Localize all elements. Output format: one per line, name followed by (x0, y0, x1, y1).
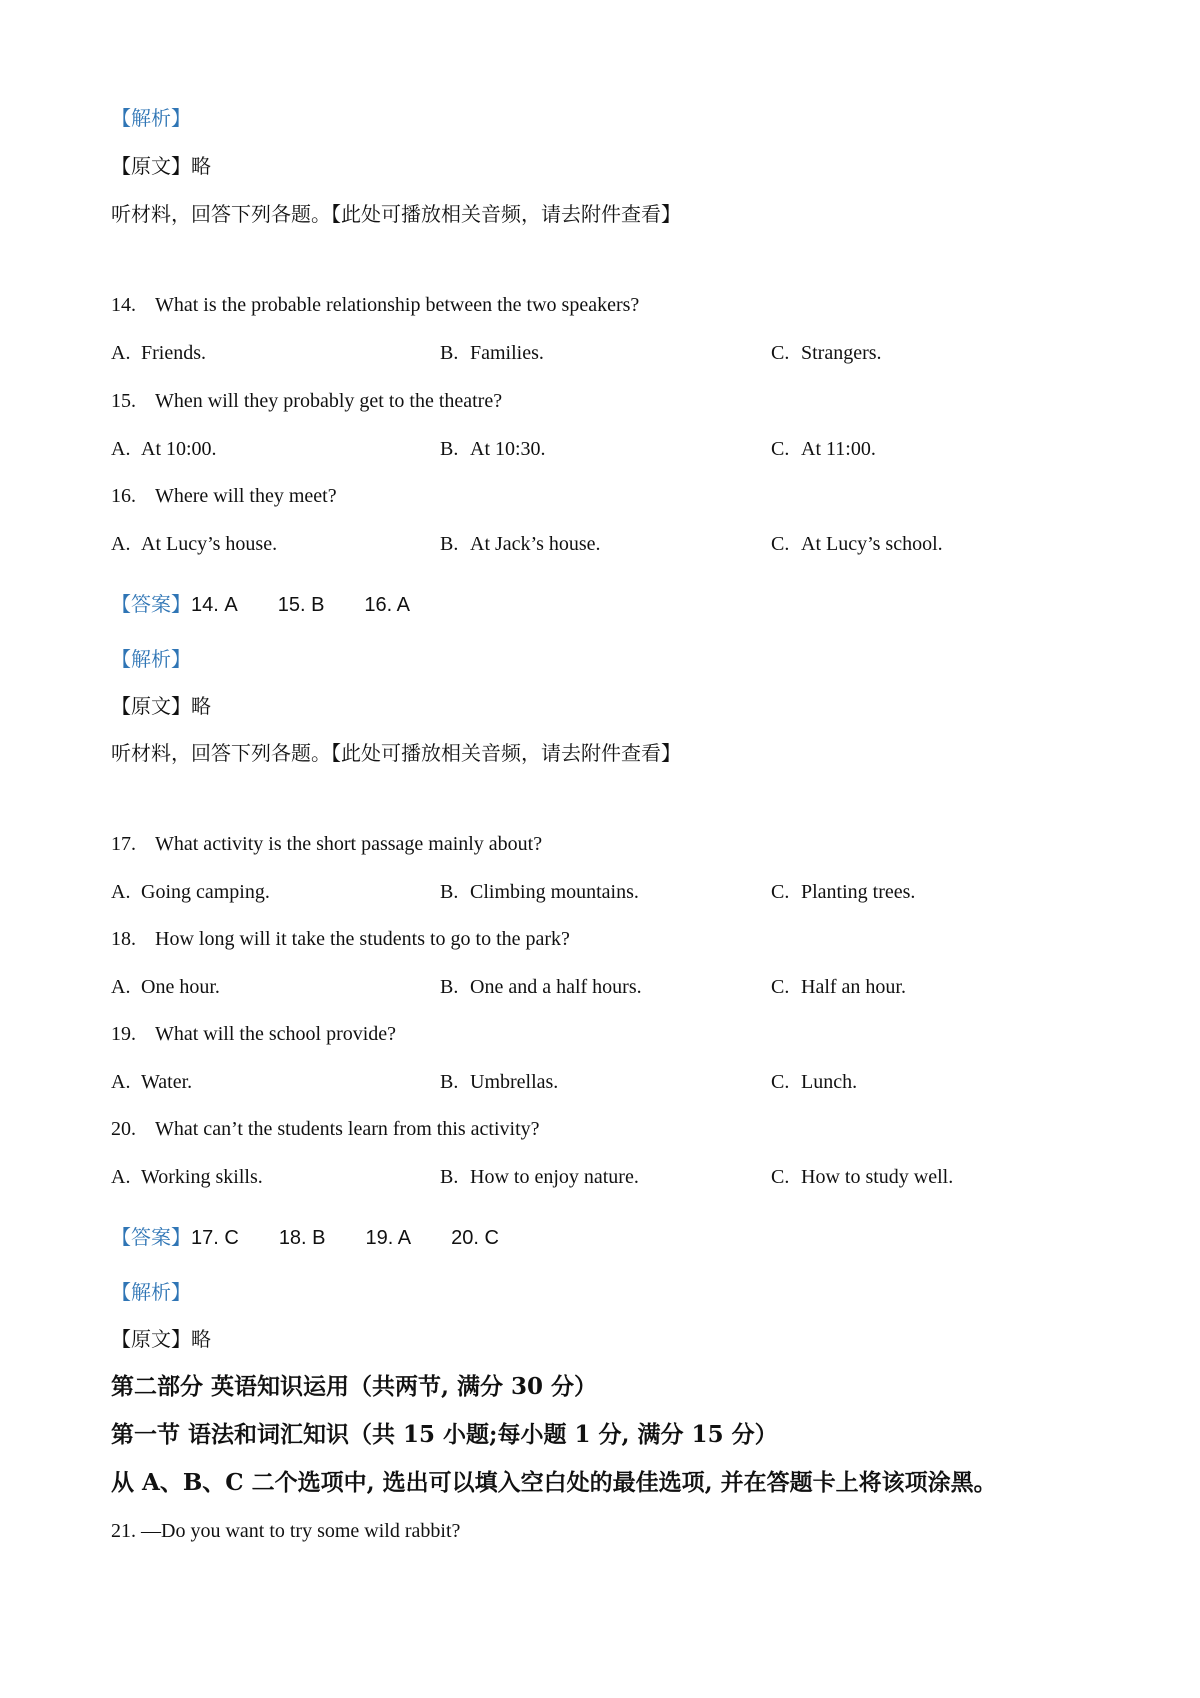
analysis-label: 【解析】 (111, 647, 191, 671)
option-text: Umbrellas. (470, 1071, 559, 1093)
option-label: C. (771, 533, 790, 555)
option-text: At 11:00. (801, 438, 876, 460)
listen-instruction: 听材料，回答下列各题。【此处可播放相关音频，请去附件查看】 (111, 741, 681, 765)
option-text: One and a half hours. (470, 976, 642, 998)
option-label: B. (440, 438, 459, 460)
option-c (771, 1071, 857, 1094)
answer-label: 【答案】 (111, 592, 191, 616)
option-text: One hour. (141, 976, 220, 998)
option-a (111, 533, 277, 556)
option-c (771, 1166, 953, 1189)
option-c (771, 438, 876, 461)
option-c (771, 976, 906, 999)
option-text: Water. (141, 1071, 193, 1093)
question-14 (111, 294, 639, 317)
option-text: At Lucy’s school. (801, 533, 943, 555)
option-a (111, 1166, 263, 1189)
question-number: 18. (111, 928, 136, 950)
question-21: 21. —Do you want to try some wild rabbit? (111, 1520, 461, 1542)
answer-item: 15. B (277, 594, 325, 616)
analysis-label: 【解析】 (111, 106, 191, 130)
option-c (771, 342, 882, 365)
question-text: How long will it take the students to go to the park? (155, 928, 570, 950)
question-19 (111, 1023, 396, 1046)
option-label: B. (440, 342, 459, 364)
question-number: 17. (111, 833, 136, 855)
option-label: C. (771, 976, 790, 998)
option-a (111, 342, 206, 365)
option-label: B. (440, 1071, 459, 1093)
option-text: Climbing mountains. (470, 881, 639, 903)
answer-item: 14. A (191, 594, 238, 616)
option-b (440, 438, 546, 461)
answer-item: 19. A (365, 1227, 412, 1249)
option-a (111, 881, 270, 904)
option-a (111, 976, 220, 999)
option-label: A. (111, 342, 131, 364)
option-c (771, 533, 943, 556)
option-text: At Lucy’s house. (141, 533, 278, 555)
option-label: B. (440, 881, 459, 903)
option-label: C. (771, 1071, 790, 1093)
question-number: 14. (111, 294, 136, 316)
option-label: B. (440, 533, 459, 555)
question-number: 19. (111, 1023, 136, 1045)
question-text: What can’t the students learn from this activity? (155, 1118, 540, 1140)
answer-item: 18. B (278, 1227, 326, 1249)
option-text: Going camping. (141, 881, 270, 903)
option-text: Half an hour. (801, 976, 906, 998)
option-text: Working skills. (141, 1166, 263, 1188)
option-text: How to enjoy nature. (470, 1166, 639, 1188)
option-text: At 10:00. (141, 438, 217, 460)
section-instruction: 从 A、B、C 二个选项中, 选出可以填入空白处的最佳选项, 并在答题卡上将该项涂黑。 (111, 1469, 997, 1496)
option-c (771, 881, 915, 904)
answer-item: 17. C (191, 1227, 239, 1249)
option-b (440, 1071, 558, 1094)
option-label: A. (111, 438, 131, 460)
option-label: B. (440, 976, 459, 998)
question-16 (111, 485, 337, 508)
option-text: Friends. (141, 342, 206, 364)
option-label: C. (771, 1166, 790, 1188)
answer-item: 20. C (451, 1227, 499, 1249)
original-text-label: 【原文】略 (111, 154, 211, 178)
part2-heading: 第二部分 英语知识运用（共两节, 满分 30 分） (111, 1373, 598, 1400)
question-15 (111, 390, 502, 413)
question-number: 20. (111, 1118, 136, 1140)
option-a (111, 438, 217, 461)
option-b (440, 976, 642, 999)
answer-row (111, 1221, 539, 1250)
answer-label: 【答案】 (111, 1225, 191, 1249)
analysis-label: 【解析】 (111, 1280, 191, 1304)
question-number: 16. (111, 485, 136, 507)
option-b (440, 881, 639, 904)
option-a (111, 1071, 192, 1094)
option-label: A. (111, 1071, 131, 1093)
question-text: Where will they meet? (155, 485, 337, 507)
option-text: Families. (470, 342, 544, 364)
option-text: Strangers. (801, 342, 882, 364)
listen-instruction: 听材料，回答下列各题。【此处可播放相关音频，请去附件查看】 (111, 202, 681, 226)
option-b (440, 533, 601, 556)
option-text: At 10:30. (470, 438, 546, 460)
question-text: What is the probable relationship between the two speakers? (155, 294, 640, 316)
answer-item: 16. A (364, 594, 411, 616)
question-17 (111, 833, 542, 856)
option-label: B. (440, 1166, 459, 1188)
question-text: When will they probably get to the theatre? (155, 390, 503, 412)
option-label: A. (111, 976, 131, 998)
option-b (440, 342, 544, 365)
original-text-label: 【原文】略 (111, 694, 211, 718)
section1-heading: 第一节 语法和词汇知识（共 15 小题;每小题 1 分, 满分 15 分） (111, 1421, 778, 1448)
question-text: What activity is the short passage mainly about? (155, 833, 543, 855)
option-label: A. (111, 881, 131, 903)
question-text: What will the school provide? (155, 1023, 397, 1045)
option-label: A. (111, 1166, 131, 1188)
option-label: A. (111, 533, 131, 555)
option-label: C. (771, 881, 790, 903)
option-text: Lunch. (801, 1071, 858, 1093)
option-label: C. (771, 438, 790, 460)
option-b (440, 1166, 639, 1189)
option-text: Planting trees. (801, 881, 916, 903)
option-text: At Jack’s house. (470, 533, 601, 555)
original-text-label: 【原文】略 (111, 1327, 211, 1351)
answer-row (111, 588, 450, 617)
question-number: 15. (111, 390, 136, 412)
question-20 (111, 1118, 540, 1141)
option-label: C. (771, 342, 790, 364)
question-18 (111, 928, 570, 951)
option-text: How to study well. (801, 1166, 954, 1188)
